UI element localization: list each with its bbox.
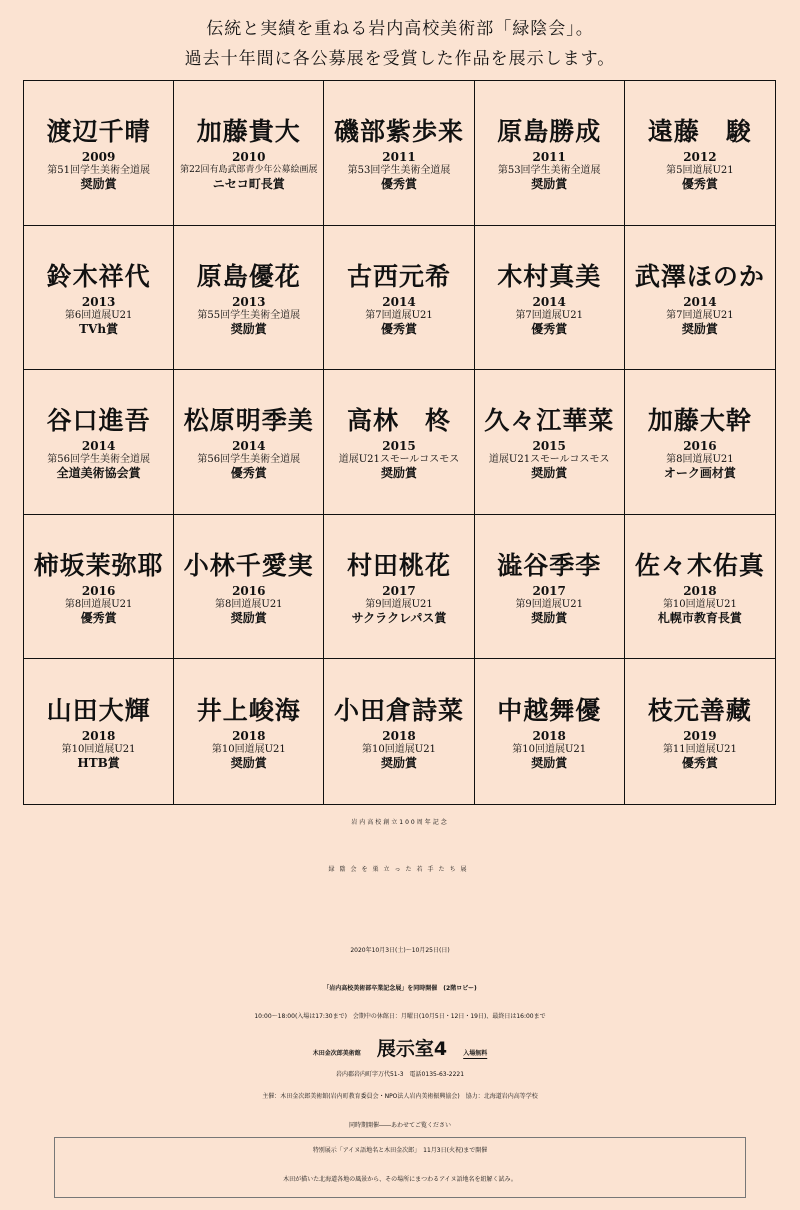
award-year: 2013 bbox=[232, 294, 266, 309]
artist-card bbox=[625, 659, 775, 804]
award-name: 奨励賞 bbox=[80, 177, 117, 192]
artist-name: 渡辺千晴 bbox=[46, 117, 151, 147]
anniversary-line: 岩内高校創立100周年記念 bbox=[351, 819, 449, 826]
artist-card bbox=[24, 515, 174, 660]
exhibition-name: 道展U21スモールコスモス bbox=[338, 454, 460, 466]
artist-card bbox=[174, 370, 324, 515]
exhibition-name: 第10回道展U21 bbox=[61, 744, 136, 756]
award-year: 2016 bbox=[232, 584, 266, 599]
sponsor-line: 主催：木田金次郎美術館(岩内町教育委員会・NPO法人岩内美術振興協会) 協力：北海道岩内高等学校 bbox=[262, 1093, 538, 1100]
artist-name: 中越舞優 bbox=[497, 696, 602, 726]
award-year: 2014 bbox=[81, 439, 116, 454]
artist-name: 高林 柊 bbox=[346, 406, 451, 436]
artist-name: 村田桃花 bbox=[346, 551, 451, 581]
award-name: 奨励賞 bbox=[531, 466, 568, 481]
award-name: 優秀賞 bbox=[531, 321, 568, 336]
exhibition-name: 第10回道展U21 bbox=[211, 744, 286, 756]
artist-card bbox=[24, 370, 174, 515]
award-year: 2010 bbox=[232, 150, 266, 165]
award-name: ニセコ町長賞 bbox=[212, 177, 285, 192]
award-name: 優秀賞 bbox=[230, 466, 267, 481]
award-year: 2011 bbox=[382, 150, 416, 165]
award-name: HTB賞 bbox=[77, 756, 120, 771]
award-year: 2014 bbox=[532, 294, 566, 309]
exhibition-name: 第8回道展U21 bbox=[215, 599, 283, 611]
artist-card bbox=[625, 81, 775, 226]
award-name: 奨励賞 bbox=[230, 321, 267, 336]
artist-card bbox=[625, 515, 775, 660]
artist-card bbox=[174, 226, 324, 371]
artist-name: 谷口進吾 bbox=[46, 406, 151, 436]
exhibition-dates: 2020年10月3日(土)～10月25日(日) bbox=[350, 947, 450, 954]
award-year: 2017 bbox=[382, 584, 416, 599]
award-name: 奨励賞 bbox=[531, 756, 568, 771]
award-year: 2009 bbox=[81, 150, 116, 165]
artist-name: 澁谷季李 bbox=[497, 551, 602, 581]
concurrent-exhibition: 「岩内高校美術部卒業記念展」を同時開催 (2階ロビー) bbox=[323, 985, 477, 992]
exhibition-name: 第9回道展U21 bbox=[515, 599, 583, 611]
award-year: 2016 bbox=[81, 584, 116, 599]
special-exhibition-description: 木田が描いた北海道各地の風景から、その場所にまつわるアイヌ語地名を紐解く試み。 bbox=[283, 1176, 517, 1183]
award-name: 奨励賞 bbox=[380, 466, 417, 481]
artist-name: 武澤ほのか bbox=[634, 261, 765, 291]
artist-name: 枝元善藏 bbox=[647, 696, 752, 726]
artist-card bbox=[174, 659, 324, 804]
artist-grid bbox=[23, 80, 776, 805]
artist-name: 井上峻海 bbox=[196, 696, 301, 726]
award-name: オーク画材賞 bbox=[663, 466, 736, 481]
award-year: 2015 bbox=[532, 439, 566, 454]
exhibition-name: 第53回学生美術全道展 bbox=[347, 165, 451, 177]
intro-line-2: 過去十年間に各公募展を受賞した作品を展示します。 bbox=[184, 49, 616, 69]
artist-card bbox=[24, 659, 174, 804]
award-name: TVh賞 bbox=[79, 321, 119, 336]
award-year: 2016 bbox=[683, 439, 717, 454]
artist-name: 柿坂茉弥耶 bbox=[33, 551, 164, 581]
exhibition-name: 第51回学生美術全道展 bbox=[47, 165, 150, 177]
artist-card bbox=[475, 81, 625, 226]
award-year: 2018 bbox=[532, 729, 566, 744]
artist-card bbox=[475, 226, 625, 371]
artist-card bbox=[324, 659, 474, 804]
artist-name: 山田大輝 bbox=[46, 696, 151, 726]
award-year: 2018 bbox=[382, 729, 416, 744]
exhibition-name: 第56回学生美術全道展 bbox=[47, 454, 150, 466]
award-year: 2014 bbox=[382, 294, 416, 309]
intro-line-1: 伝統と実績を重ねる岩内高校美術部「緑陰会」。 bbox=[206, 19, 594, 39]
award-name: 優秀賞 bbox=[681, 177, 718, 192]
award-name: 札幌市教育長賞 bbox=[657, 611, 742, 626]
artist-card bbox=[625, 370, 775, 515]
award-name: 奨励賞 bbox=[230, 756, 267, 771]
exhibition-name: 第8回道展U21 bbox=[64, 599, 133, 611]
special-exhibition-title: 特別展示「アイヌ語地名と木田金次郎」 11月3日(火祝)まで開催 bbox=[312, 1147, 488, 1154]
exhibition-name: 第56回学生美術全道展 bbox=[197, 454, 301, 466]
award-year: 2011 bbox=[532, 150, 566, 165]
artist-name: 加藤大幹 bbox=[647, 406, 752, 436]
artist-card bbox=[24, 226, 174, 371]
exhibition-name: 第55回学生美術全道展 bbox=[197, 309, 301, 321]
artist-name: 木村真美 bbox=[497, 261, 602, 291]
room-name: 展示室4 bbox=[376, 1038, 448, 1060]
exhibition-name: 第10回道展U21 bbox=[512, 744, 587, 756]
award-year: 2019 bbox=[683, 729, 717, 744]
artist-card bbox=[475, 370, 625, 515]
artist-name: 鈴木祥代 bbox=[46, 261, 151, 291]
award-name: 優秀賞 bbox=[681, 756, 718, 771]
award-name: 奨励賞 bbox=[380, 756, 417, 771]
exhibition-name: 第53回学生美術全道展 bbox=[497, 165, 601, 177]
artist-card bbox=[324, 226, 474, 371]
award-year: 2012 bbox=[683, 150, 717, 165]
special-header: 同時期開催――あわせてご覧ください bbox=[348, 1122, 451, 1129]
admission-free: 入場無料 bbox=[463, 1050, 488, 1057]
venue-name: 木田金次郎美術館 bbox=[312, 1050, 361, 1057]
exhibition-name: 第7回道展U21 bbox=[666, 309, 734, 321]
exhibition-name: 第10回道展U21 bbox=[662, 599, 737, 611]
opening-hours: 10:00～18:00(入場は17:30まで) 会期中の休館日：月曜日(10月5日・12日・19日)、最終日は16:00まで bbox=[254, 1013, 546, 1020]
artist-name: 遠藤 駿 bbox=[647, 117, 752, 147]
artist-name: 磯部紫歩来 bbox=[333, 117, 464, 147]
award-year: 2018 bbox=[232, 729, 266, 744]
exhibition-name: 第5回道展U21 bbox=[666, 165, 734, 177]
artist-name: 加藤貴大 bbox=[196, 117, 301, 147]
artist-card bbox=[324, 81, 474, 226]
award-year: 2017 bbox=[532, 584, 566, 599]
exhibition-name: 第8回道展U21 bbox=[666, 454, 734, 466]
exhibition-name: 道展U21スモールコスモス bbox=[488, 454, 610, 466]
exhibition-name: 第7回道展U21 bbox=[365, 309, 433, 321]
venue-line bbox=[0, 1034, 800, 1061]
artist-card bbox=[475, 515, 625, 660]
exhibition-name: 第11回道展U21 bbox=[662, 744, 737, 756]
award-name: サクラクレパス賞 bbox=[351, 611, 447, 626]
artist-card bbox=[24, 81, 174, 226]
artist-card bbox=[174, 81, 324, 226]
exhibition-name: 第7回道展U21 bbox=[515, 309, 583, 321]
artist-name: 小林千愛実 bbox=[183, 551, 314, 581]
exhibition-name: 第10回道展U21 bbox=[362, 744, 436, 756]
artist-card bbox=[324, 370, 474, 515]
award-year: 2018 bbox=[81, 729, 116, 744]
award-year: 2018 bbox=[683, 584, 717, 599]
exhibition-name: 第22回有島武郎青少年公募絵画展 bbox=[180, 165, 318, 176]
award-name: 優秀賞 bbox=[80, 611, 117, 626]
award-name: 奨励賞 bbox=[681, 321, 718, 336]
award-year: 2013 bbox=[81, 294, 116, 309]
exhibition-title: 緑陰会を巣立った若手たち展 bbox=[328, 866, 472, 873]
award-name: 奨励賞 bbox=[230, 611, 267, 626]
artist-card bbox=[174, 515, 324, 660]
artist-name: 古西元希 bbox=[346, 261, 451, 291]
award-name: 優秀賞 bbox=[380, 321, 417, 336]
artist-name: 原島勝成 bbox=[497, 117, 602, 147]
artist-name: 佐々木佑真 bbox=[634, 551, 765, 581]
artist-name: 小田倉詩菜 bbox=[333, 696, 464, 726]
artist-name: 久々江華菜 bbox=[484, 406, 615, 436]
artist-name: 松原明季美 bbox=[183, 406, 314, 436]
artist-card bbox=[475, 659, 625, 804]
artist-card bbox=[625, 226, 775, 371]
award-year: 2014 bbox=[232, 439, 266, 454]
award-year: 2014 bbox=[683, 294, 717, 309]
artist-card bbox=[324, 515, 474, 660]
artist-name: 原島優花 bbox=[196, 261, 301, 291]
award-year: 2015 bbox=[382, 439, 416, 454]
award-name: 優秀賞 bbox=[380, 177, 417, 192]
exhibition-name: 第9回道展U21 bbox=[365, 599, 433, 611]
address-phone: 岩内郡岩内町字万代51-3 電話0135-63-2221 bbox=[335, 1071, 465, 1078]
award-name: 奨励賞 bbox=[531, 611, 568, 626]
exhibition-name: 第6回道展U21 bbox=[64, 309, 133, 321]
award-name: 全道美術協会賞 bbox=[56, 466, 141, 481]
award-name: 奨励賞 bbox=[531, 177, 568, 192]
